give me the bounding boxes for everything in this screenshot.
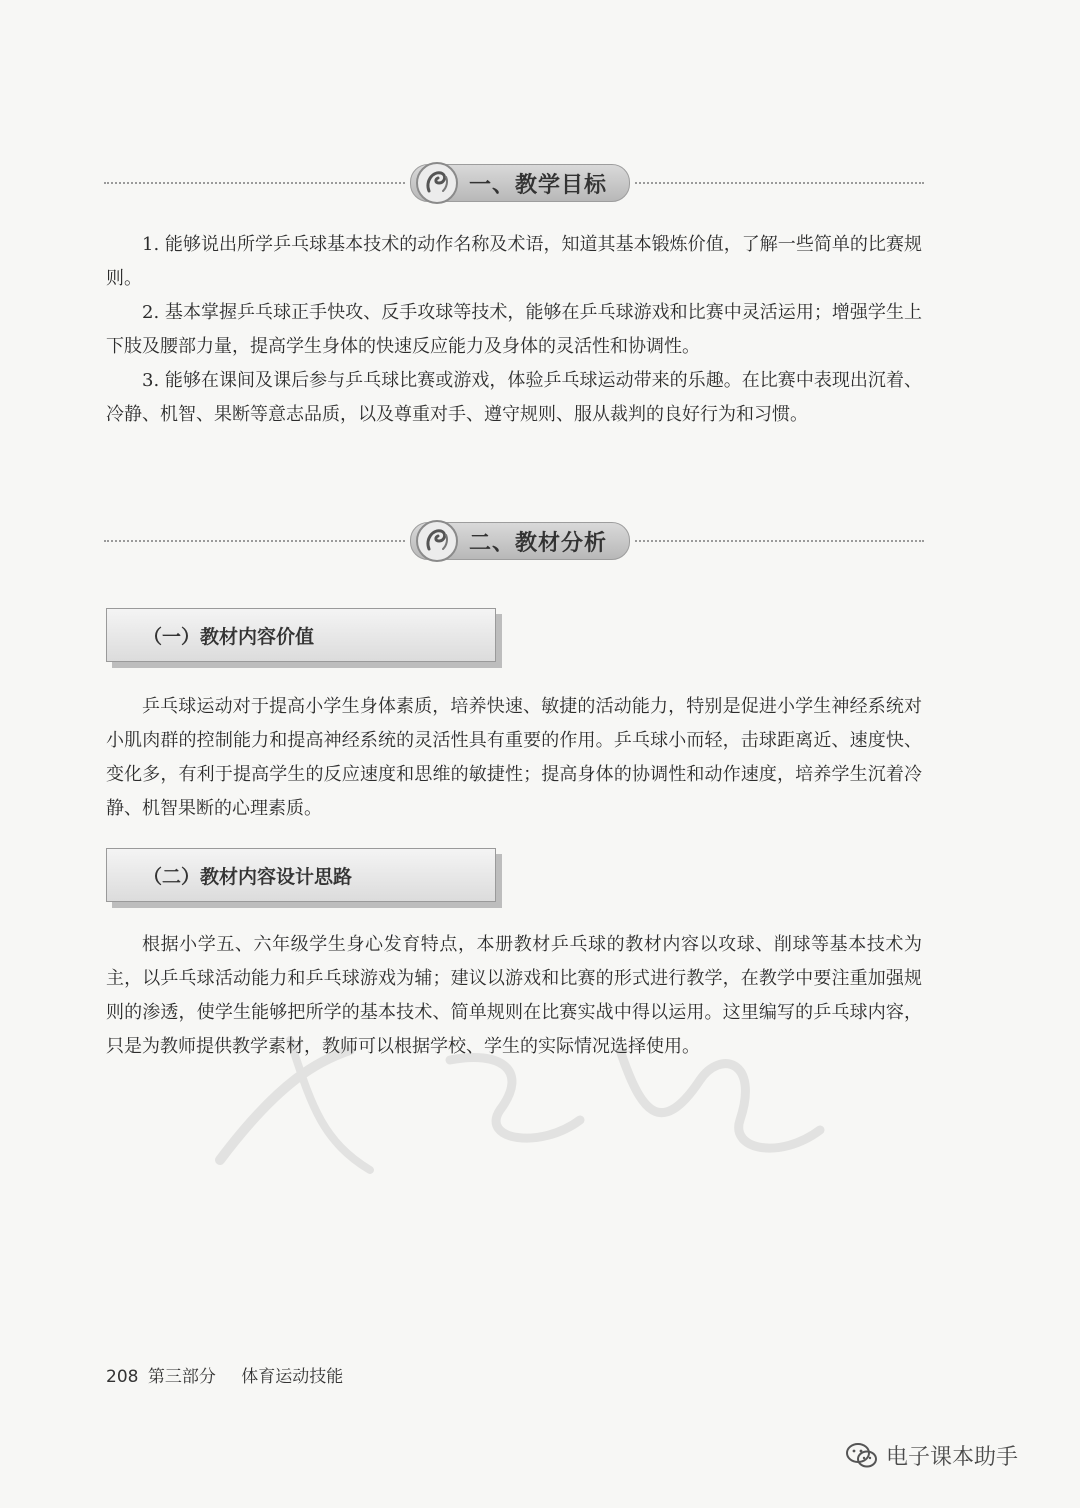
goal-paragraph-3: 3. 能够在课间及课后参与乒乓球比赛或游戏，体验乒乓球运动带来的乐趣。在比赛中表现出沉着、冷静、机智、果断等意志品质，以及尊重对手、遵守规则、服从裁判的良好行为和习惯。: [106, 370, 922, 425]
part-label: 第三部分: [147, 1367, 216, 1387]
section-title-pill: [410, 522, 630, 560]
section-header-material-analysis: [104, 516, 924, 566]
goal-paragraph-1: 1. 能够说出所学乒乓球基本技术的动作名称及术语，知道其基本锻炼价值，了解一些简单的比赛规则。: [106, 234, 922, 289]
subsection-title: （一）教材内容价值: [143, 625, 315, 648]
section-title-pill: [410, 164, 630, 202]
ribbon-swirl-icon: [415, 161, 459, 205]
page-footer: [106, 1362, 343, 1387]
calligraphy-watermark: [200, 1020, 840, 1180]
section-header-teaching-goals: [104, 158, 924, 208]
subsection-box-content-value: [106, 608, 496, 662]
ribbon-swirl-icon: [415, 519, 459, 563]
wechat-icon: [846, 1442, 878, 1470]
chapter-label: 体育运动技能: [241, 1367, 344, 1387]
subsection-title: （二）教材内容设计思路: [143, 865, 353, 888]
page-number: 208: [106, 1367, 139, 1387]
subsection-box-design-ideas: [106, 848, 496, 902]
content-value-paragraph: 乒乓球运动对于提高小学生身体素质，培养快速、敏捷的活动能力，特别是促进小学生神经系统对小肌肉群的控制能力和提高神经系统的灵活性具有重要的作用。乒乓球小而轻，击球距离近、速度快、变化多，有利于提高学生的反应速度和思维的敏捷性；提高身体的协调性和动作速度，培养学生沉着冷静、机智果断的心理素质。: [106, 696, 922, 819]
goal-paragraph-2: 2. 基本掌握乒乓球正手快攻、反手攻球等技术，能够在乒乓球游戏和比赛中灵活运用；增强学生上下肢及腰部力量，提高学生身体的快速反应能力及身体的灵活性和协调性。: [106, 302, 922, 357]
design-ideas-paragraph: 根据小学五、六年级学生身心发育特点，本册教材乒乓球的教材内容以攻球、削球等基本技术为主，以乒乓球活动能力和乒乓球游戏为辅；建议以游戏和比赛的形式进行教学，在教学中要注重加强规则的渗透，使学生能够把所学的基本技术、简单规则在比赛实战中得以运用。这里编写的乒乓球内容，只是为教师提供教学素材，教师可以根据学校、学生的实际情况选择使用。: [106, 934, 922, 1057]
section-title: 二、教材分析: [469, 530, 608, 556]
account-name: 电子课本助手: [886, 1445, 1019, 1470]
account-badge[interactable]: [846, 1440, 1018, 1471]
section-title: 一、教学目标: [469, 172, 608, 198]
